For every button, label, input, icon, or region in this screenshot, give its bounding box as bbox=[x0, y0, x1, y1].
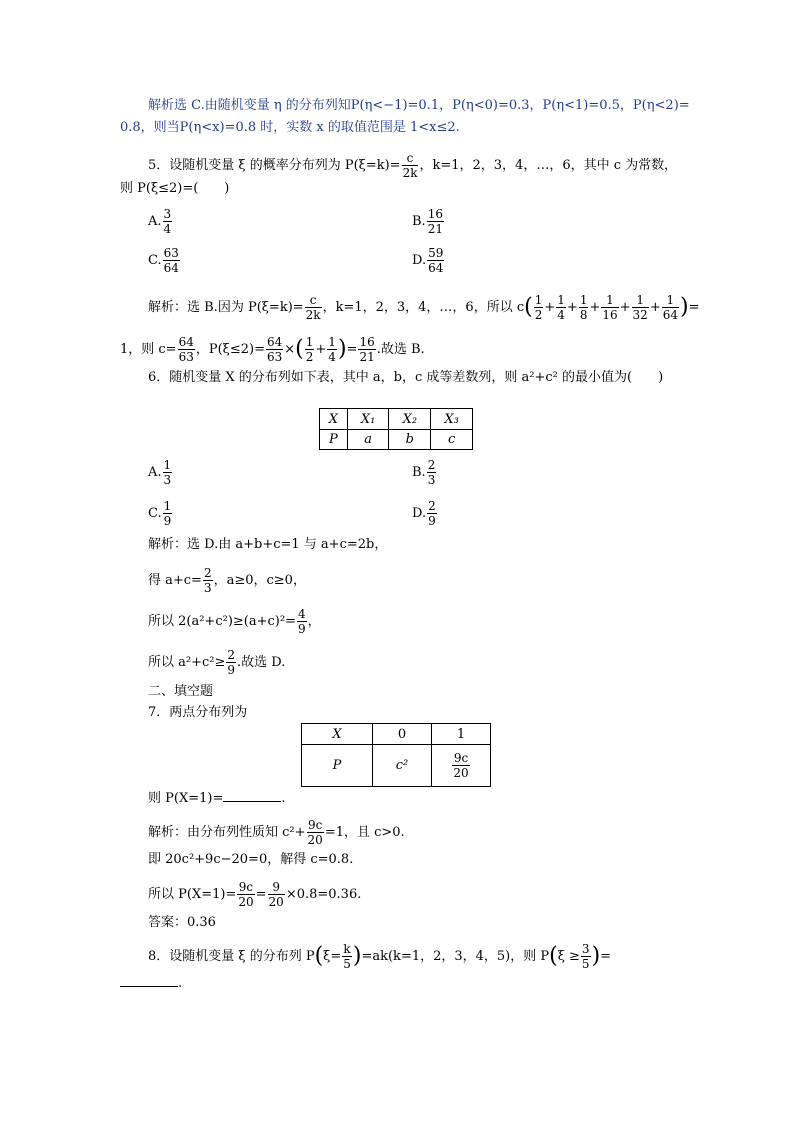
q6-distribution-table: X X₁ X₂ X₃ P a b c bbox=[319, 408, 473, 450]
q6-option-b: B. $\frac{2}{3}$ bbox=[412, 458, 436, 487]
q7-distribution-table: X 0 1 P c² $\frac{9c}{20}$ bbox=[301, 723, 491, 787]
q8-answer-blank[interactable] bbox=[120, 975, 178, 987]
q7-answer: 答案：0.36 bbox=[148, 915, 216, 930]
q7-solution-line3: 所以 P(X=1)= $\frac{9c}{20}$ = $\frac{9}{20}$ ×0.8=0.36. bbox=[148, 880, 362, 909]
q5-stem-line1 bbox=[148, 151, 677, 180]
q6-solution-line3: 所以 2(a²+c²)≥(a+c)²= $\frac{4}{9}$ ， bbox=[148, 607, 321, 636]
q7-solution-line1: 解析：由分布列性质知 c²+ $\frac{9c}{20}$ =1，且 c>0. bbox=[148, 818, 405, 847]
q5-fraction: $\frac{c}{2k}$ bbox=[402, 151, 418, 180]
q5-stem-b: ，k=1，2，3，4，…，6，其中 c 为常数， bbox=[419, 158, 678, 173]
q5-solution-fraction: $\frac{c}{2k}$ bbox=[305, 293, 321, 322]
q5-stem-line2: 则 P(ξ≤2)=( ) bbox=[120, 181, 230, 196]
q5-solution-line2: 1，则 c= $\frac{64}{63}$ ，P(ξ≤2)= $\frac{64}{63}$ ×( $\frac{1}{2}$ + $\frac{1}{4}$ )= $\frac{16}{21}$ .故选 B. bbox=[120, 335, 425, 364]
q7-answer-blank[interactable] bbox=[223, 790, 281, 802]
q6-option-d: D. $\frac{2}{9}$ bbox=[412, 499, 436, 528]
q8-answer-line: . bbox=[120, 975, 182, 993]
q6-option-c: C. $\frac{1}{9}$ bbox=[148, 499, 172, 528]
q7-solution-line2: 即 20c²+9c−20=0，解得 c=0.8. bbox=[148, 852, 354, 867]
q7-question: 则 P(X=1)= . bbox=[148, 791, 286, 806]
q5-option-b: B. $\frac{16}{21}$ bbox=[412, 207, 443, 236]
q5-option-a: A. $\frac{3}{4}$ bbox=[148, 207, 172, 236]
q6-solution-line2: 得 a+c= $\frac{2}{3}$ ，a≥0，c≥0， bbox=[148, 566, 306, 595]
q5-solution-line1: 解析：选 B.因为 P(ξ=k)= $\frac{c}{2k}$ ，k=1，2，3，4，…，6，所以 c( $\frac{1}{2}$ + $\frac{1}{4}$ + $\frac{1}{8}$ + $\frac{1}{16}$ + $\frac{1}{32}$ + $\frac{1}{64}$ )= bbox=[148, 293, 700, 322]
section-fill-in-heading: 二、填空题 bbox=[148, 684, 214, 699]
q6-solution-line4: 所以 a²+c²≥ $\frac{2}{9}$ .故选 D. bbox=[148, 648, 286, 677]
q8-stem: 8．设随机变量 ξ 的分布列 P(ξ= $\frac{k}{5}$ )=ak(k=1，2，3，4，5)，则 P(ξ ≥ $\frac{3}{5}$ )= bbox=[148, 942, 612, 971]
q5-option-c: C. $\frac{63}{64}$ bbox=[148, 246, 179, 275]
q6-stem: 6．随机变量 X 的分布列如下表，其中 a，b，c 成等差数列，则 a²+c² 的最小值为( ) bbox=[148, 370, 664, 385]
q6-solution-line1: 解析：选 D.由 a+b+c=1 与 a+c=2b， bbox=[148, 537, 388, 552]
q5-number: 5． bbox=[148, 158, 170, 173]
p4-solution-line2: 0.8，则当P(η<x)=0.8 时，实数 x 的取值范围是 1<x≤2. bbox=[120, 120, 460, 135]
p4-solution-line1: 解析选 C.由随机变量 η 的分布列知P(η<−1)=0.1，P(η<0)=0.3，P(η<1)=0.5，P(η<2)= bbox=[148, 98, 690, 113]
q5-option-d: D. $\frac{59}{64}$ bbox=[412, 246, 444, 275]
q6-option-a: A. $\frac{1}{3}$ bbox=[148, 458, 172, 487]
q7-stem: 7．两点分布列为 bbox=[148, 705, 248, 720]
q5-stem-a: 设随机变量 ξ 的概率分布列为 P(ξ=k)= bbox=[169, 158, 401, 173]
